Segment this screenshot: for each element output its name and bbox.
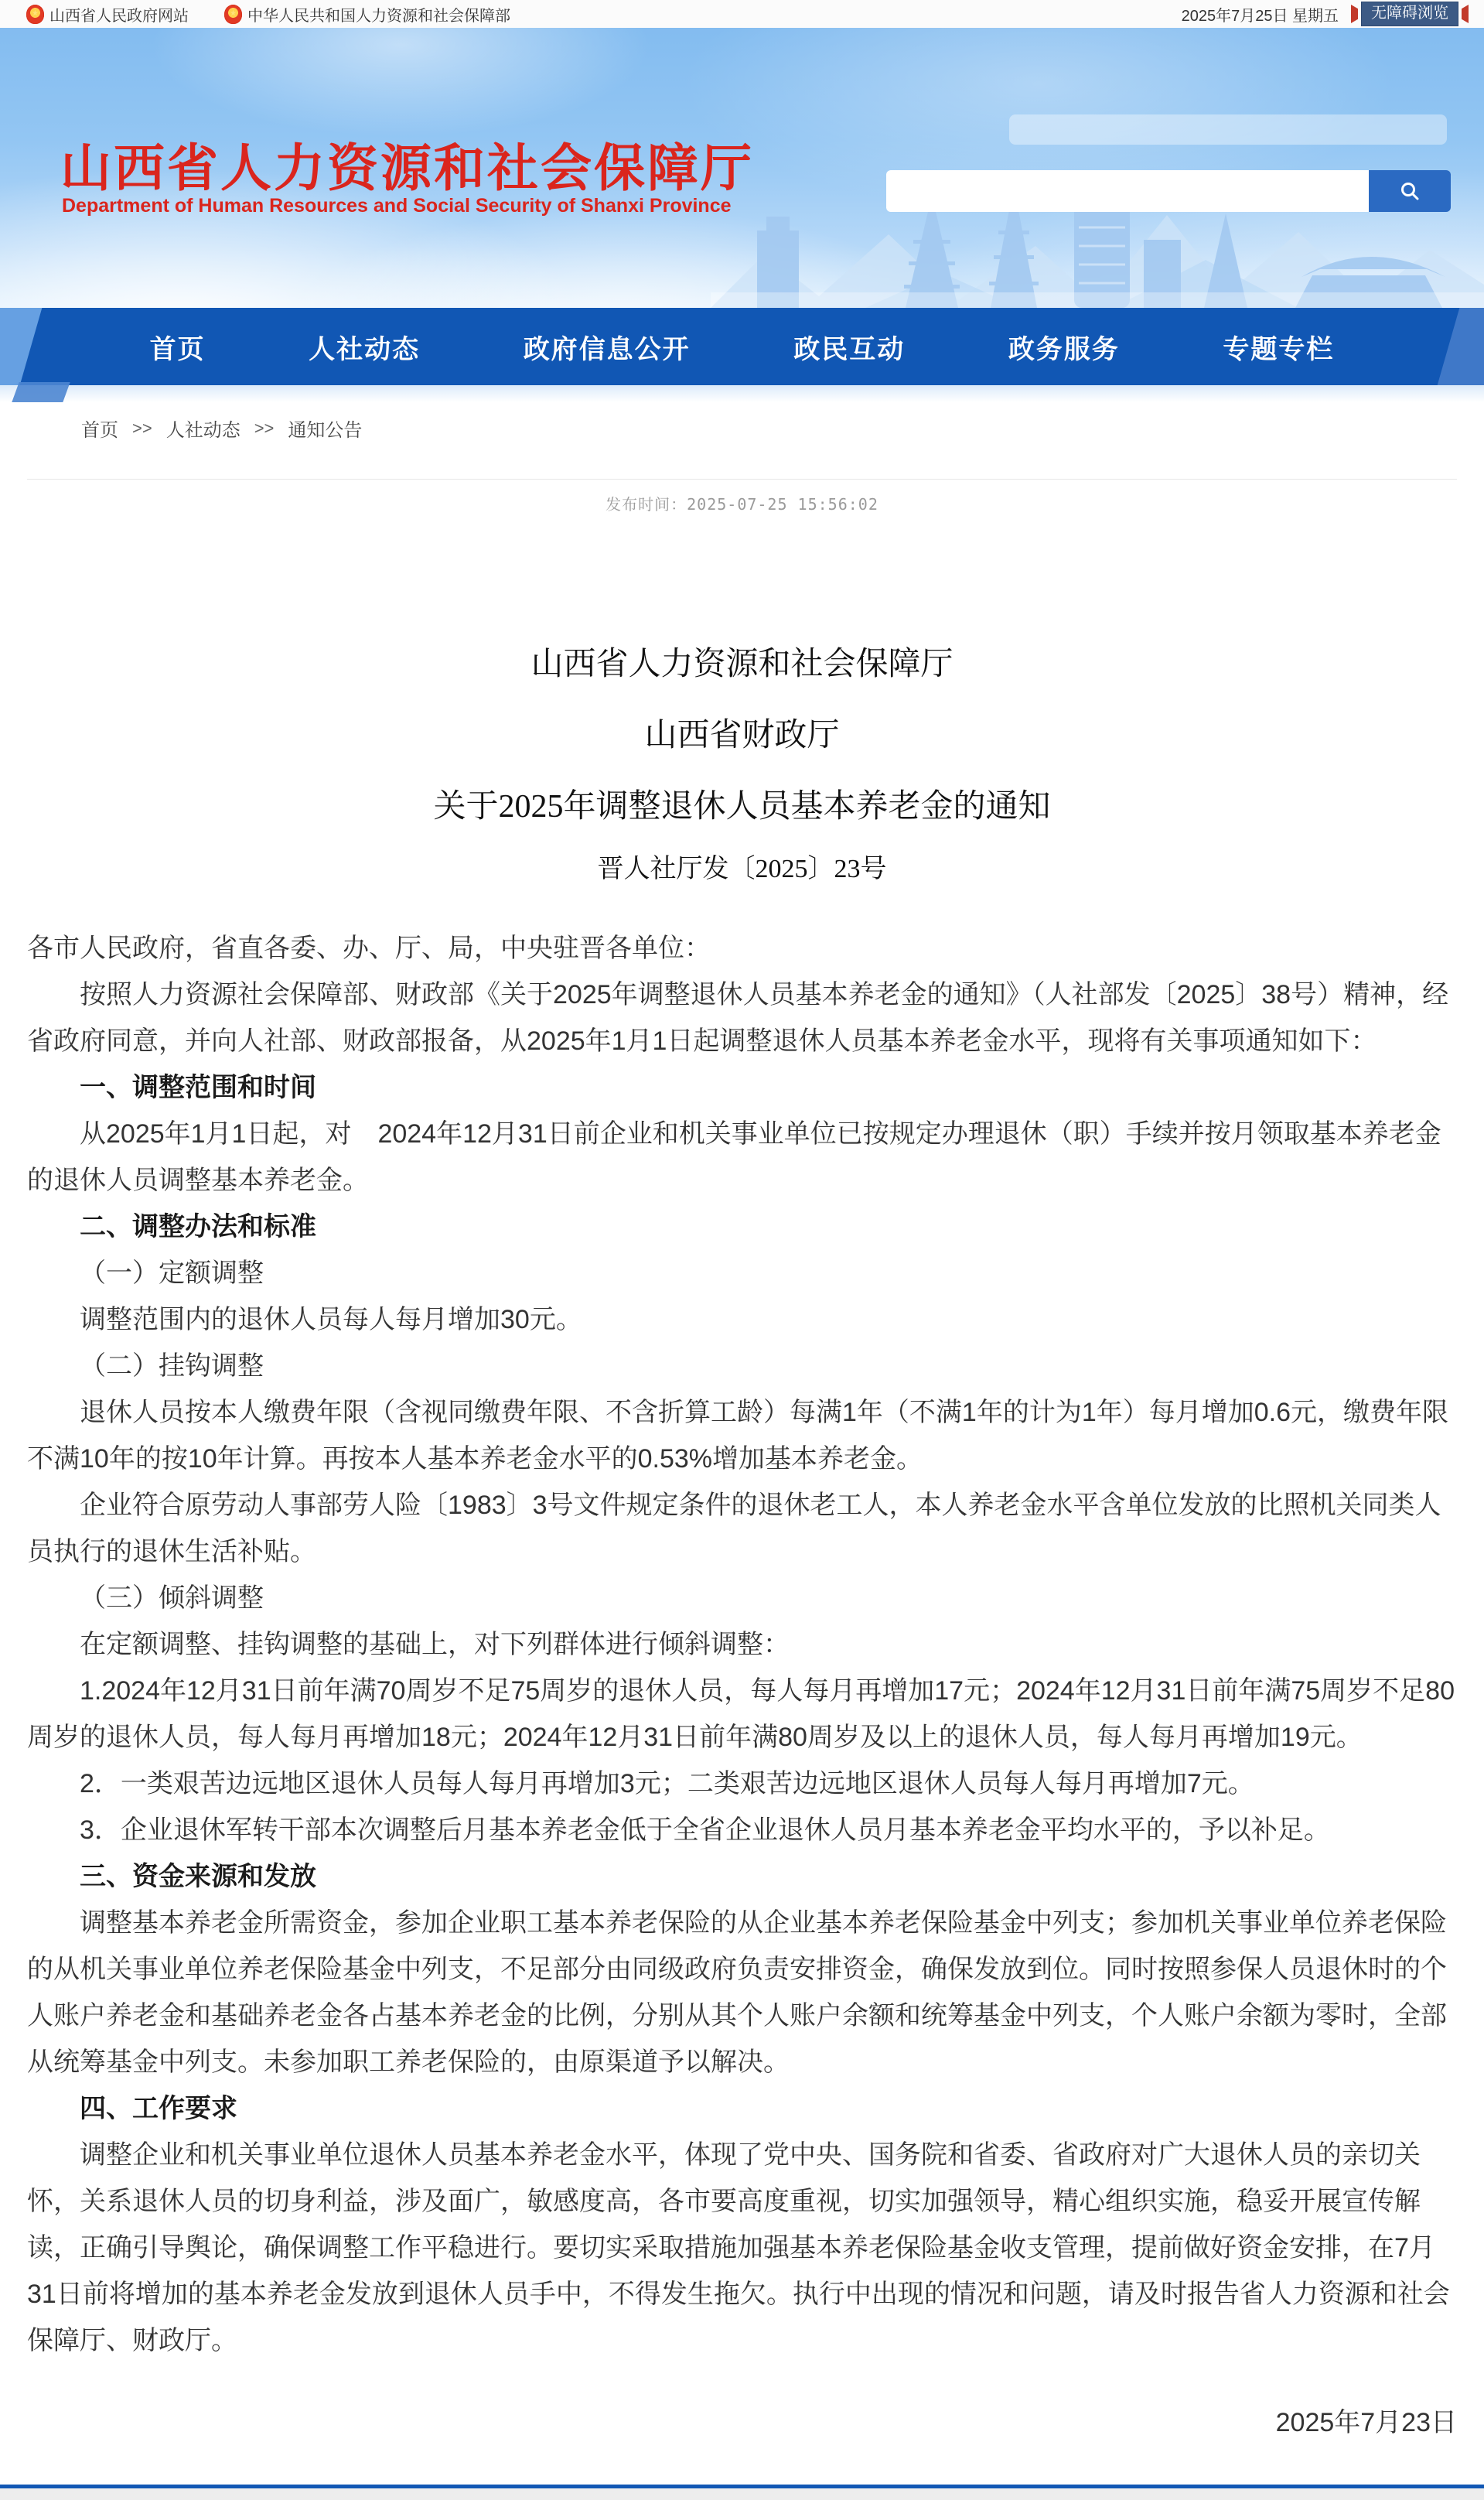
- site-banner: [0, 28, 1484, 308]
- article-paragraph: 2．一类艰苦边远地区退休人员每人每月再增加3元；二类艰苦边远地区退休人员每人每月再增加7元。: [80, 1769, 1254, 1798]
- article-section-heading: 一、调整范围和时间: [80, 1073, 316, 1102]
- article-paragraph: （一）定额调整: [80, 1259, 264, 1288]
- search-icon: [1399, 180, 1421, 202]
- search-input[interactable]: [886, 170, 1369, 212]
- top-utility-bar: [0, 0, 1484, 28]
- document-title-block: [0, 629, 1484, 842]
- ribbon-ornament-icon: [1462, 5, 1469, 23]
- article-paragraph: 在定额调整、挂钩调整的基础上，对下列群体进行倾斜调整：: [80, 1630, 790, 1659]
- article-paragraph: 调整企业和机关事业单位退休人员基本养老金水平，体现了党中央、国务院和省委、省政府对广大退休人员的亲切关怀，关系退休人员的切身利益，涉及面广，敏感度高，各市要高度重视，切实加强领导，精心组织实施，稳妥开展宣传解读，正确引导舆论，确保调整工作平稳进行。要切实采取措施加强基本养老保险基金收支管理，提前做好资金安排，在7月31日前将增加的基本养老金发放到退休人员手中，不得发生拖欠。执行中出现的情况和问题，请及时报告省人力资源和社会保障厅、财政厅。: [27, 2140, 1450, 2355]
- document-body: [0, 925, 1484, 2446]
- document-title-line: 山西省财政厅: [644, 718, 840, 753]
- national-emblem-icon: ★: [26, 5, 44, 24]
- article-paragraph: （三）倾斜调整: [80, 1583, 264, 1613]
- accessibility-button[interactable]: 无障碍浏览: [1361, 2, 1458, 26]
- breadcrumb-link-home[interactable]: 首页: [81, 420, 118, 441]
- nav-item-home[interactable]: 首页: [149, 334, 206, 364]
- topbar-link-label: 山西省人民政府网站: [49, 7, 189, 25]
- primary-nav: [0, 308, 1484, 385]
- site-search: [886, 170, 1451, 212]
- breadcrumb: [0, 415, 1484, 442]
- accessibility-button-wrap: [1351, 2, 1469, 26]
- article-paragraph: （二）挂钩调整: [80, 1351, 264, 1381]
- national-emblem-icon: ★: [224, 5, 242, 24]
- topbar-date: 2025年7月25日 星期五: [1181, 7, 1339, 25]
- article-paragraph: 调整基本养老金所需资金，参加企业职工基本养老保险的从企业基本养老保险基金中列支；参加机关事业单位养老保险的从机关事业单位养老保险基金中列支，不足部分由同级政府负责安排资金，确保发放到位。同时按照参保人员退休时的个人账户养老金和基础养老金各占基本养老金的比例，分别从其个人账户余额和统筹基金中列支，个人账户余额为零时，全部从统筹基金中列支。未参加职工养老保险的，由原渠道予以解决。: [27, 1908, 1447, 2077]
- content-divider: [27, 479, 1457, 480]
- breadcrumb-link-notices[interactable]: 通知公告: [288, 420, 363, 441]
- breadcrumb-separator: >>: [132, 418, 152, 438]
- article-section-heading: 二、调整办法和标准: [80, 1212, 316, 1241]
- document-title-line: 山西省人力资源和社会保障厅: [530, 647, 954, 682]
- article-paragraph: 各市人民政府，省直各委、办、厅、局，中央驻晋各单位：: [27, 934, 711, 963]
- nav-item-gov-services[interactable]: 政务服务: [1008, 334, 1120, 364]
- article-paragraph: 3．企业退休军转干部本次调整后月基本养老金低于全省企业退休人员月基本养老金平均水平的，予以补足。: [80, 1815, 1330, 1845]
- article-paragraph: 按照人力资源社会保障部、财政部《关于2025年调整退休人员基本养老金的通知》（人社部发〔2025〕38号）精神，经省政府同意，并向人社部、财政部报备，从2025年1月1日起调整退休人员基本养老金水平，现将有关事项通知如下：: [27, 980, 1449, 1056]
- article-section-heading: 四、工作要求: [80, 2094, 237, 2123]
- nav-fade-strip: [0, 385, 1484, 405]
- breadcrumb-separator: >>: [254, 418, 275, 438]
- article-paragraph: 1.2024年12月31日前年满70周岁不足75周岁的退休人员，每人每月再增加17元；2024年12月31日前年满75周岁不足80周岁的退休人员，每人每月再增加18元；2024年12月31日前年满80周岁及以上的退休人员，每人每月再增加19元。: [27, 1676, 1455, 1752]
- article-section-heading: 三、资金来源和发放: [80, 1862, 316, 1891]
- topbar-right: [1182, 2, 1473, 26]
- article-paragraph: 调整范围内的退休人员每人每月增加30元。: [80, 1305, 582, 1334]
- article-paragraph: 企业符合原劳动人事部劳人险〔1983〕3号文件规定条件的退休老工人，本人养老金水平含单位发放的比照机关同类人员执行的退休生活补贴。: [27, 1491, 1441, 1566]
- topbar-link-label: 中华人民共和国人力资源和社会保障部: [247, 7, 510, 25]
- topbar-link-shanxi-gov[interactable]: [26, 3, 189, 26]
- document-sign-date: 2025年7月23日: [1275, 2408, 1457, 2437]
- search-button[interactable]: [1369, 170, 1451, 212]
- frosted-banner-bar: [1009, 114, 1447, 145]
- nav-item-special-columns[interactable]: 专题专栏: [1223, 334, 1335, 364]
- footer-strip: [0, 2488, 1484, 2500]
- document-number: 晋人社厅发〔2025〕23号: [597, 855, 887, 883]
- nav-item-public-interaction[interactable]: 政民互动: [793, 334, 906, 364]
- publish-time: 发布时间：2025-07-25 15:56:02: [606, 495, 878, 514]
- ribbon-ornament-icon: [1351, 5, 1358, 23]
- site-subtitle: Department of Human Resources and Social Security of Shanxi Province: [62, 195, 732, 217]
- topbar-link-mohrss[interactable]: [224, 3, 510, 26]
- article-paragraph: 从2025年1月1日起，对 2024年12月31日前企业和机关事业单位已按规定办理退休（职）手续并按月领取基本养老金的退休人员调整基本养老金。: [27, 1119, 1441, 1195]
- article-paragraph: 退休人员按本人缴费年限（含视同缴费年限、不含折算工龄）每满1年（不满1年的计为1年）每月增加0.6元，缴费年限不满10年的按10年计算。再按本人基本养老金水平的0.53%增加基本养老金。: [27, 1398, 1448, 1474]
- breadcrumb-link-hr-dynamics[interactable]: 人社动态: [165, 420, 241, 441]
- nav-item-gov-info-disclosure[interactable]: 政府信息公开: [523, 334, 691, 364]
- document-title-line: 关于2025年调整退休人员基本养老金的通知: [433, 789, 1051, 825]
- nav-item-hr-dynamics[interactable]: 人社动态: [309, 334, 421, 364]
- site-title: 山西省人力资源和社会保障厅: [60, 139, 754, 196]
- content-area: [0, 405, 1484, 2485]
